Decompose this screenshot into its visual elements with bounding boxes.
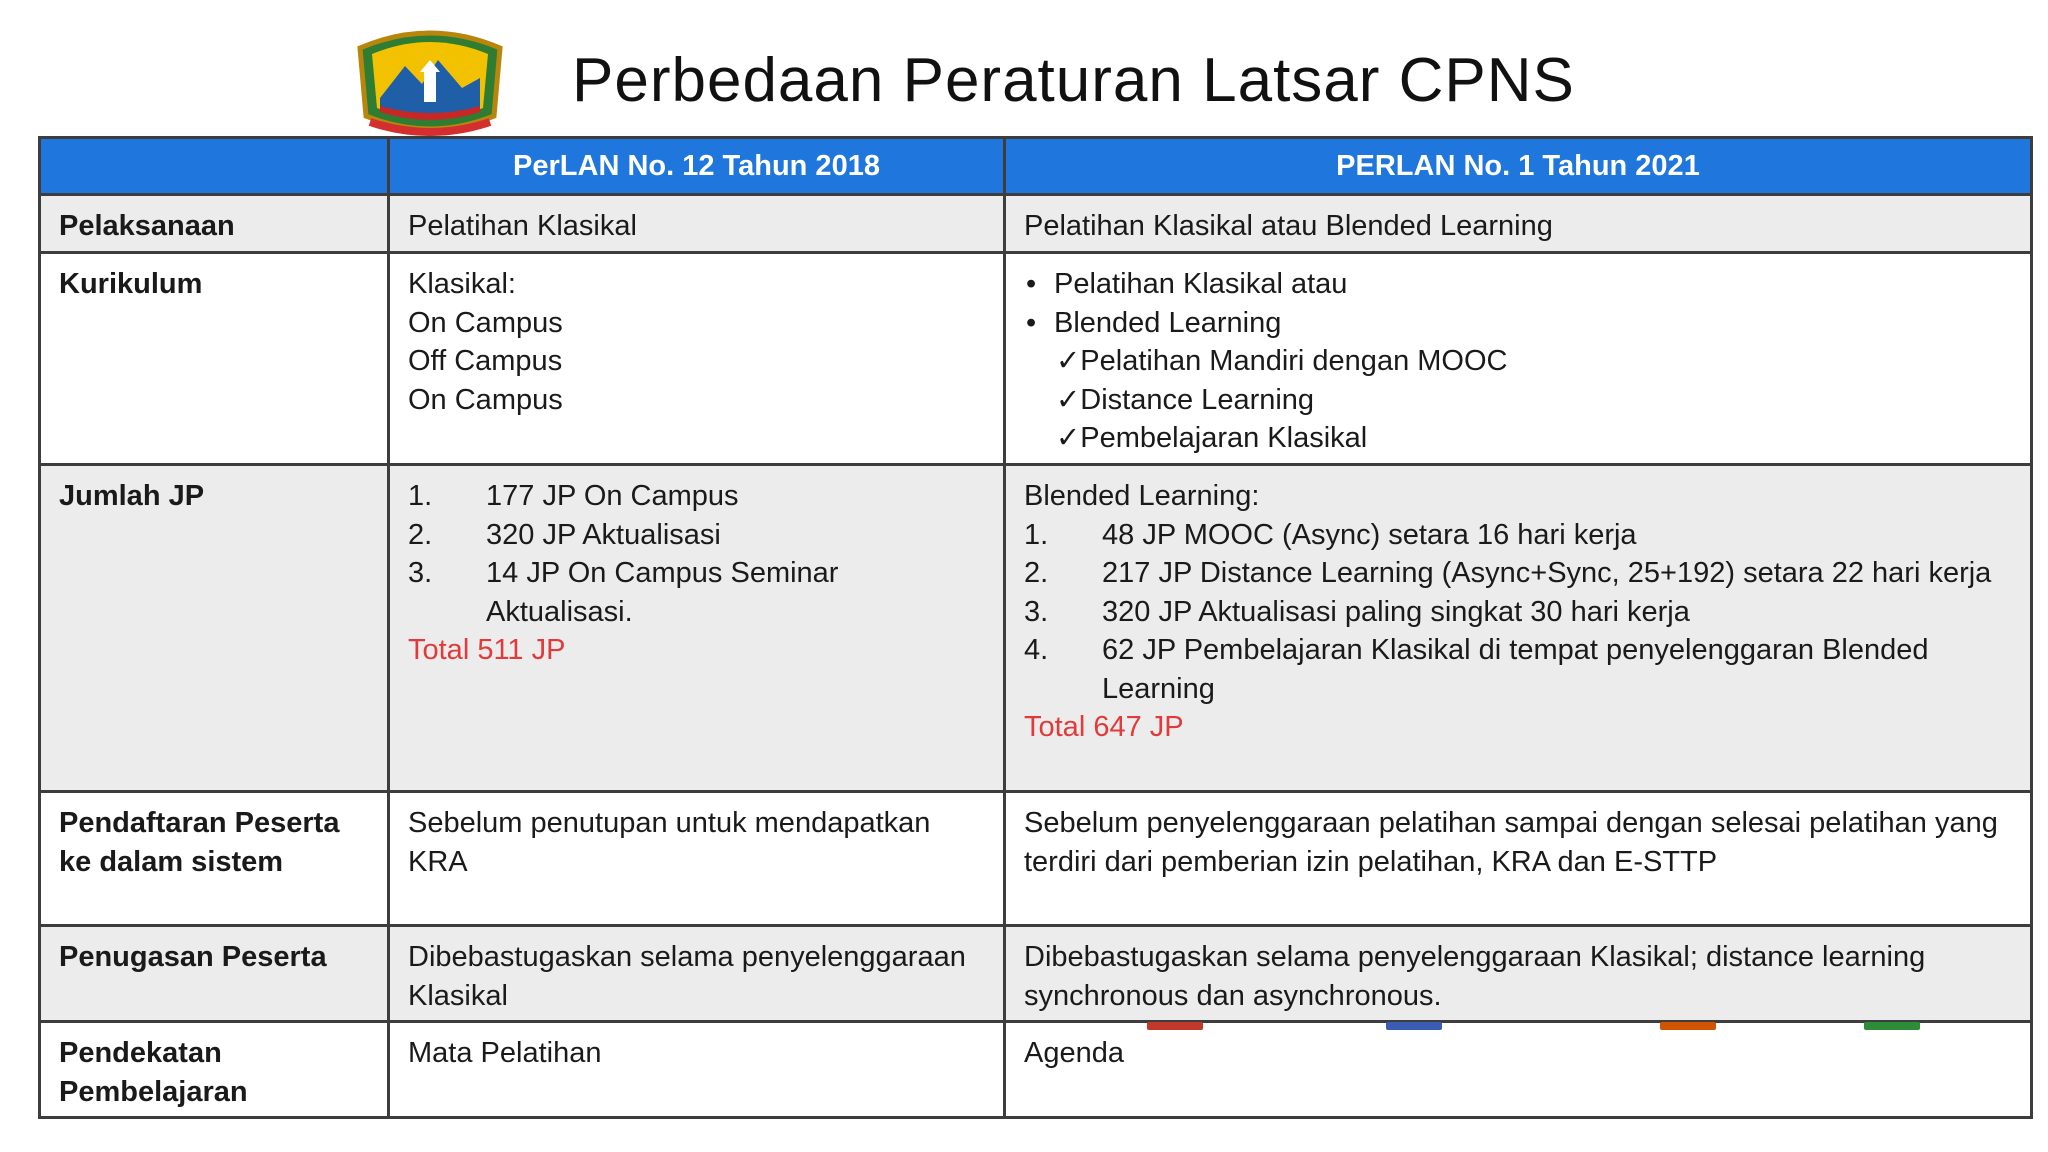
list-item: On Campus <box>408 306 563 339</box>
table-row-pendekatan <box>40 1022 2032 1118</box>
total-jp-2021: Total 647 JP <box>1024 711 1184 743</box>
table-row-kurikulum <box>40 253 2032 465</box>
header-cell-empty <box>40 138 389 195</box>
list-number: 3. <box>1024 595 1049 628</box>
slide-header <box>0 0 2048 136</box>
list-number: 1. <box>408 480 433 512</box>
check-item: ✓Distance Learning <box>1056 383 1315 416</box>
list-number: 3. <box>408 557 433 589</box>
list-item <box>408 477 987 516</box>
check-item: ✓Pembelajaran Klasikal <box>1056 422 1368 454</box>
list-item <box>1024 593 2014 632</box>
cell-2018 <box>389 253 1005 465</box>
list-item: On Campus <box>408 383 563 416</box>
comparison-table <box>38 136 2033 1119</box>
cell-2021: Agenda <box>1005 1022 2032 1118</box>
header-cell-perlan-2018: PerLAN No. 12 Tahun 2018 <box>389 138 1005 195</box>
list-text: 320 JP Aktualisasi paling singkat 30 hari kerja <box>1102 595 1690 628</box>
decorative-bar-orange <box>1660 1022 1716 1030</box>
table-header-row <box>40 138 2032 195</box>
row-label: Jumlah JP <box>40 465 389 792</box>
cell-2021 <box>1005 253 2032 465</box>
list-text: 14 JP On Campus Seminar Aktualisasi. <box>486 557 839 628</box>
list-item <box>408 554 987 631</box>
bullet-item: • Pelatihan Klasikal atau <box>1024 265 2014 304</box>
row-label: Pelaksanaan <box>40 195 389 253</box>
list-number: 2. <box>408 518 433 551</box>
list-text: 177 JP On Campus <box>486 480 739 512</box>
cell-2021: Dibebastugaskan selama penyelenggaraan Klasikal; distance learning synchronous dan asynchronous. <box>1005 926 2032 1022</box>
lan-ri-logo <box>172 80 304 128</box>
list-number: 2. <box>1024 557 1049 589</box>
list-text: 320 JP Aktualisasi <box>486 518 721 551</box>
cell-2018: Pelatihan Klasikal <box>389 195 1005 253</box>
table-row-penugasan <box>40 926 2032 1022</box>
list-text: 217 JP Distance Learning (Async+Sync, 25+192) setara 22 hari kerja <box>1102 557 1992 589</box>
list-item <box>1024 631 2014 708</box>
decorative-bar-blue <box>1386 1022 1442 1030</box>
cell-2021: Pelatihan Klasikal atau Blended Learning <box>1005 195 2032 253</box>
list-item <box>1024 554 2014 593</box>
list-item: Off Campus <box>408 345 563 377</box>
decorative-bar-red <box>1147 1022 1203 1030</box>
list-intro: Blended Learning: <box>1024 480 1260 512</box>
table-row-pelaksanaan <box>40 195 2032 253</box>
table-row-pendaftaran <box>40 792 2032 926</box>
row-label: Pendekatan Pembelajaran <box>40 1022 389 1118</box>
list-text: 48 JP MOOC (Async) setara 16 hari kerja <box>1102 518 1637 551</box>
list-number: 4. <box>1024 634 1049 666</box>
cell-2021: Sebelum penyelenggaraan pelatihan sampai dengan selesai pelatihan yang terdiri dari pemberian izin pelatihan, KRA dan E-STTP <box>1005 792 2032 926</box>
row-label: Kurikulum <box>40 253 389 465</box>
cell-2018 <box>389 465 1005 792</box>
list-item: Klasikal: <box>408 268 516 300</box>
cell-2018: Dibebastugaskan selama penyelenggaraan Klasikal <box>389 926 1005 1022</box>
provincial-seal-icon <box>350 20 510 136</box>
list-text: 62 JP Pembelajaran Klasikal di tempat penyelenggaran Blended Learning <box>1102 634 1929 705</box>
total-jp-2018: Total 511 JP <box>408 634 566 666</box>
row-label: Pendaftaran Peserta ke dalam sistem <box>40 792 389 926</box>
row-label: Penugasan Peserta <box>40 926 389 1022</box>
check-item: ✓Pelatihan Mandiri dengan MOOC <box>1056 345 1508 377</box>
cell-2018: Mata Pelatihan <box>389 1022 1005 1118</box>
list-item <box>1024 516 2014 555</box>
header-cell-perlan-2021: PERLAN No. 1 Tahun 2021 <box>1005 138 2032 195</box>
page-title: Perbedaan Peraturan Latsar CPNS <box>572 46 1575 115</box>
decorative-bar-green <box>1864 1022 1920 1030</box>
cell-2018: Sebelum penutupan untuk mendapatkan KRA <box>389 792 1005 926</box>
bullet-item: • Blended Learning <box>1024 304 2014 343</box>
list-number: 1. <box>1024 518 1049 551</box>
list-item <box>408 516 987 555</box>
cell-2021 <box>1005 465 2032 792</box>
table-row-jumlah-jp <box>40 465 2032 792</box>
